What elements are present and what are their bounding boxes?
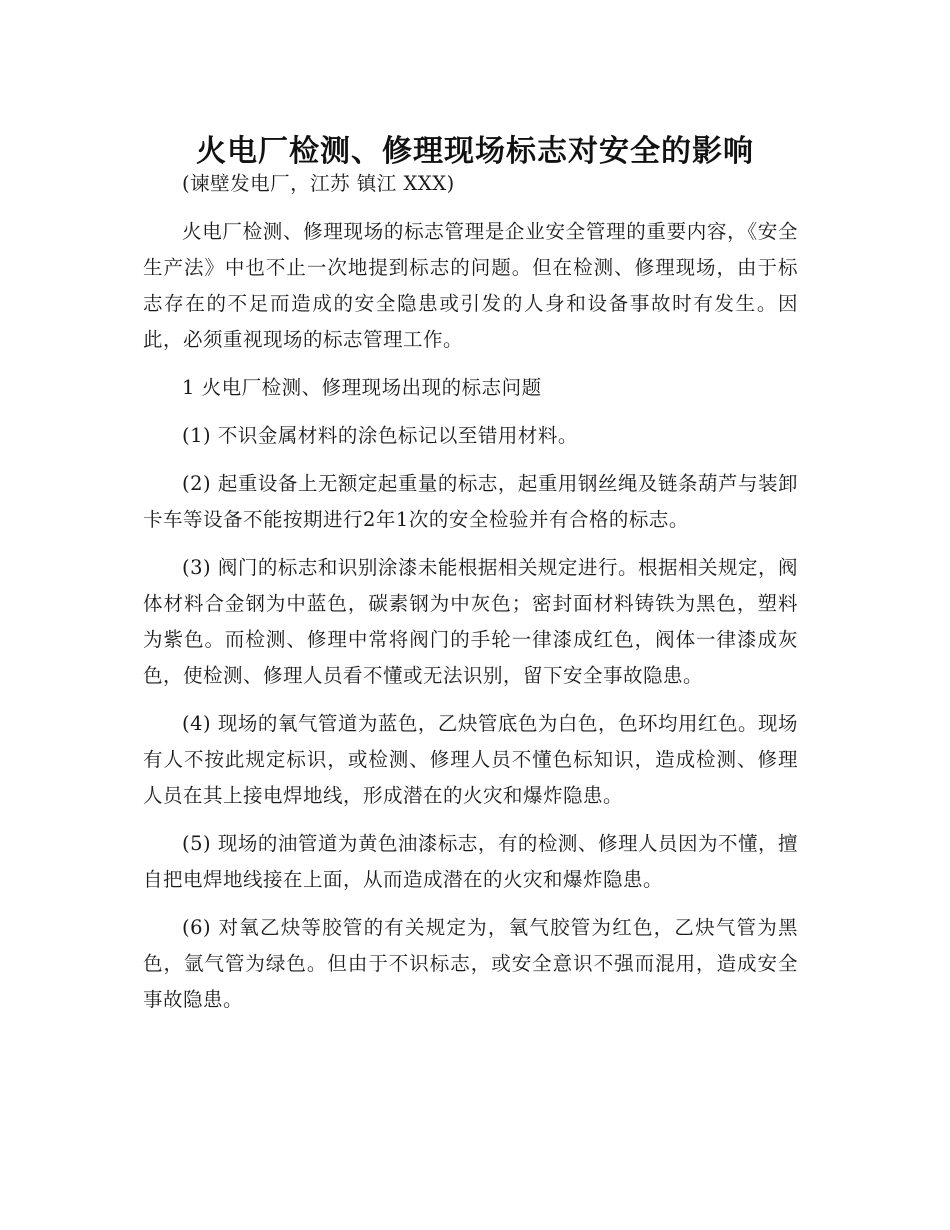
list-item-1: (1) 不识金属材料的涂色标记以至错用材料。 <box>182 424 578 447</box>
author-affiliation: (谏壁发电厂，江苏 镇江 XXX) <box>182 172 455 195</box>
list-item-3: (3) 阀门的标志和识别涂漆未能根据相关规定进行。根据相关规定，阀体材料合金钢为中蓝色，碳素钢为中灰色；密封面材料铸铁为黑色，塑料为紫色。而检测、修理中常将阀门的手轮一律漆成红色，阀体一律漆成灰色，使检测、修理人员看不懂或无法识别，留下安全事故隐患。 <box>143 556 798 687</box>
section-heading-1: 1 火电厂检测、修理现场出现的标志问题 <box>182 376 542 399</box>
document-body <box>143 166 798 1018</box>
list-item-5: (5) 现场的油管道为黄色油漆标志，有的检测、修理人员因为不懂，擅自把电焊地线接在上面，从而造成潜在的火灾和爆炸隐患。 <box>143 832 798 891</box>
list-item-6: (6) 对氧乙炔等胶管的有关规定为，氧气胶管为红色，乙炔气管为黑色，氩气管为绿色。但由于不识标志，或安全意识不强而混用，造成安全事故隐患。 <box>143 916 798 1011</box>
list-item-2: (2) 起重设备上无额定起重量的标志，起重用钢丝绳及链条葫芦与装卸卡车等设备不能按期进行2年1次的安全检验并有合格的标志。 <box>143 472 798 531</box>
document-title: 火电厂检测、修理现场标志对安全的影响 <box>196 134 754 170</box>
list-item-4: (4) 现场的氧气管道为蓝色，乙炔管底色为白色，色环均用红色。现场有人不按此规定标识，或检测、修理人员不懂色标知识，造成检测、修理人员在其上接电焊地线，形成潜在的火灾和爆炸隐患。 <box>143 712 798 807</box>
intro-paragraph: 火电厂检测、修理现场的标志管理是企业安全管理的重要内容，《安全生产法》中也不止一次地提到标志的问题。但在检测、修理现场，由于标志存在的不足而造成的安全隐患或引发的人身和设备事故时有发生。因此，必须重视现场的标志管理工作。 <box>143 220 798 351</box>
